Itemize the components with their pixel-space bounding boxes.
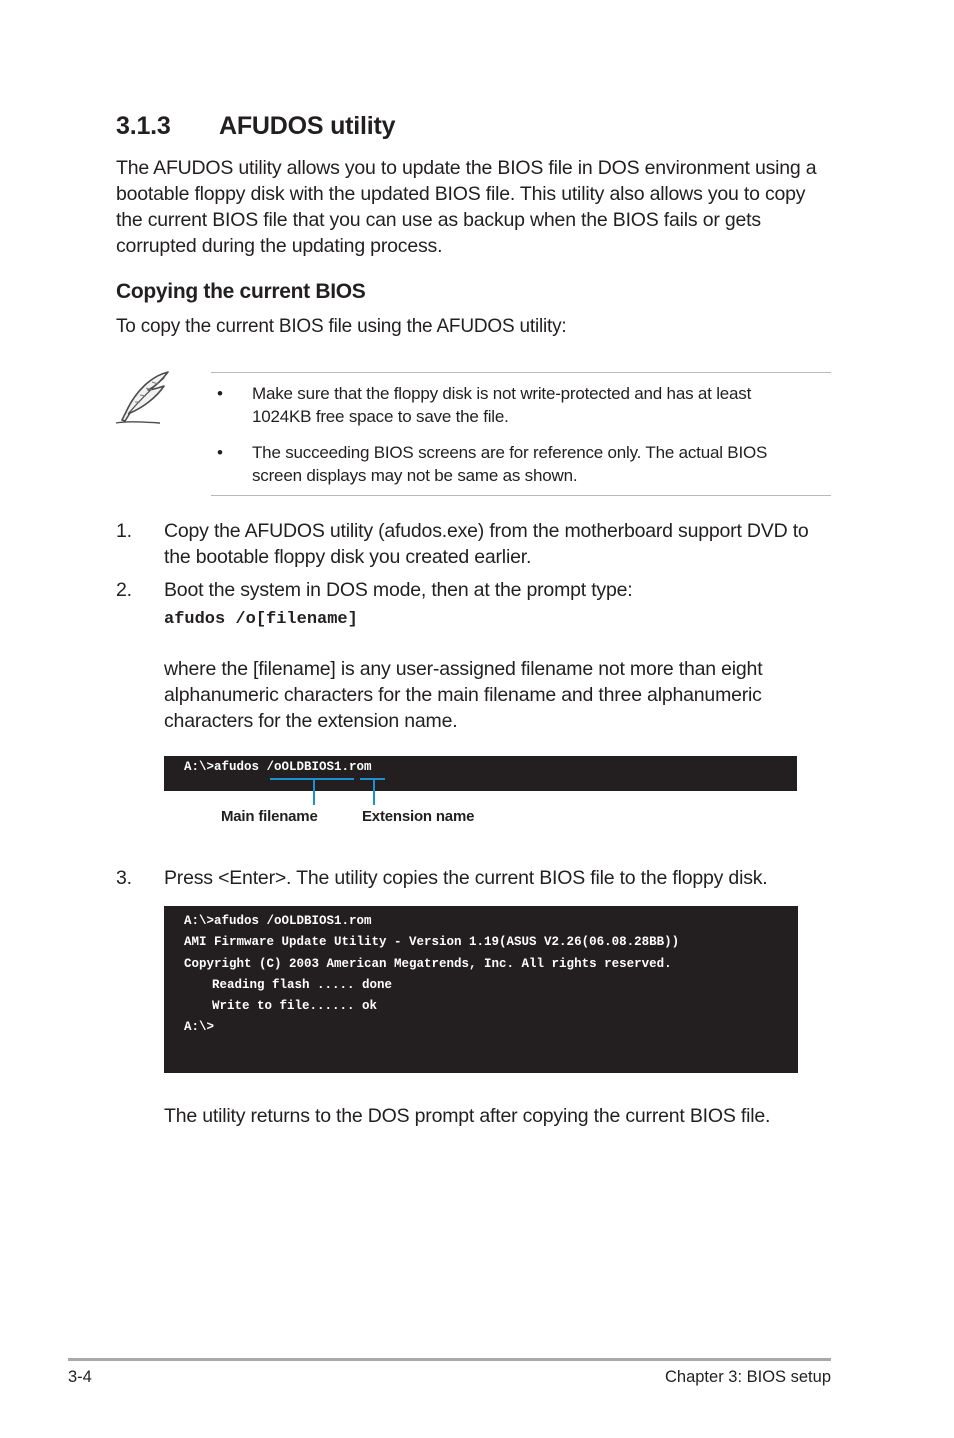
terminal-line: A:\>afudos /oOLDBIOS1.rom [184,760,372,774]
feather-pen-icon [112,368,176,432]
step-text: Boot the system in DOS mode, then at the prompt type: [164,579,633,601]
footer-rule [68,1358,831,1361]
subsection-lead: To copy the current BIOS file using the AFUDOS utility: [116,316,567,337]
closing-paragraph: The utility returns to the DOS prompt after copying the current BIOS file. [164,1105,771,1127]
section-title: AFUDOS utility [219,112,396,140]
step-2 [116,577,836,603]
main-filename-pointer [313,779,315,805]
note-text: Make sure that the floppy disk is not write-protected and has at least 1024KB free space to save the file. [252,384,752,426]
main-filename-underline [270,778,354,780]
step-1 [116,518,836,570]
step-3 [116,865,836,891]
terminal-line: A:\>afudos /oOLDBIOS1.rom [184,914,372,928]
step-number: 3. [116,867,132,889]
dos-screen-output [164,906,798,1073]
dos-screen-command [164,756,797,791]
section-heading [116,112,395,141]
intro-paragraph: The AFUDOS utility allows you to update the BIOS file in DOS environment using a bootable floppy disk with the updated BIOS file. This utility also allows you to copy the current BIOS file that you can use as backup when the BIOS fails or gets corrupted during the updating process. [116,157,817,257]
chapter-title: Chapter 3: BIOS setup [664,1368,831,1386]
note-box [211,372,831,496]
bullet: • [217,443,223,462]
step-text: Copy the AFUDOS utility (afudos.exe) from the motherboard support DVD to the bootable floppy disk you created earlier. [164,520,809,568]
extension-pointer [373,779,375,805]
terminal-line: Copyright (C) 2003 American Megatrends, Inc. All rights reserved. [184,957,672,971]
terminal-line: Write to file...... ok [212,999,378,1013]
command-syntax: afudos /o[filename] [164,610,358,629]
terminal-line: A:\> [184,1020,215,1034]
subsection-title: Copying the current BIOS [116,280,366,303]
page-number: 3-4 [68,1368,92,1386]
bullet: • [217,384,223,403]
terminal-line: AMI Firmware Update Utility - Version 1.19(ASUS V2.26(06.08.28BB)) [184,935,680,949]
section-number: 3.1.3 [116,112,171,140]
step-number: 2. [116,579,132,601]
extension-name-label: Extension name [362,808,475,825]
terminal-line: Reading flash ..... done [212,978,393,992]
main-filename-label: Main filename [221,808,318,825]
step-text: Press <Enter>. The utility copies the current BIOS file to the floppy disk. [164,867,768,889]
filename-explanation: where the [filename] is any user-assigned filename not more than eight alphanumeric characters for the main filename and three alphanumeric characters for the extension name. [164,658,763,732]
note-text: The succeeding BIOS screens are for reference only. The actual BIOS screen displays may not be same as shown. [252,443,768,485]
step-number: 1. [116,520,132,542]
